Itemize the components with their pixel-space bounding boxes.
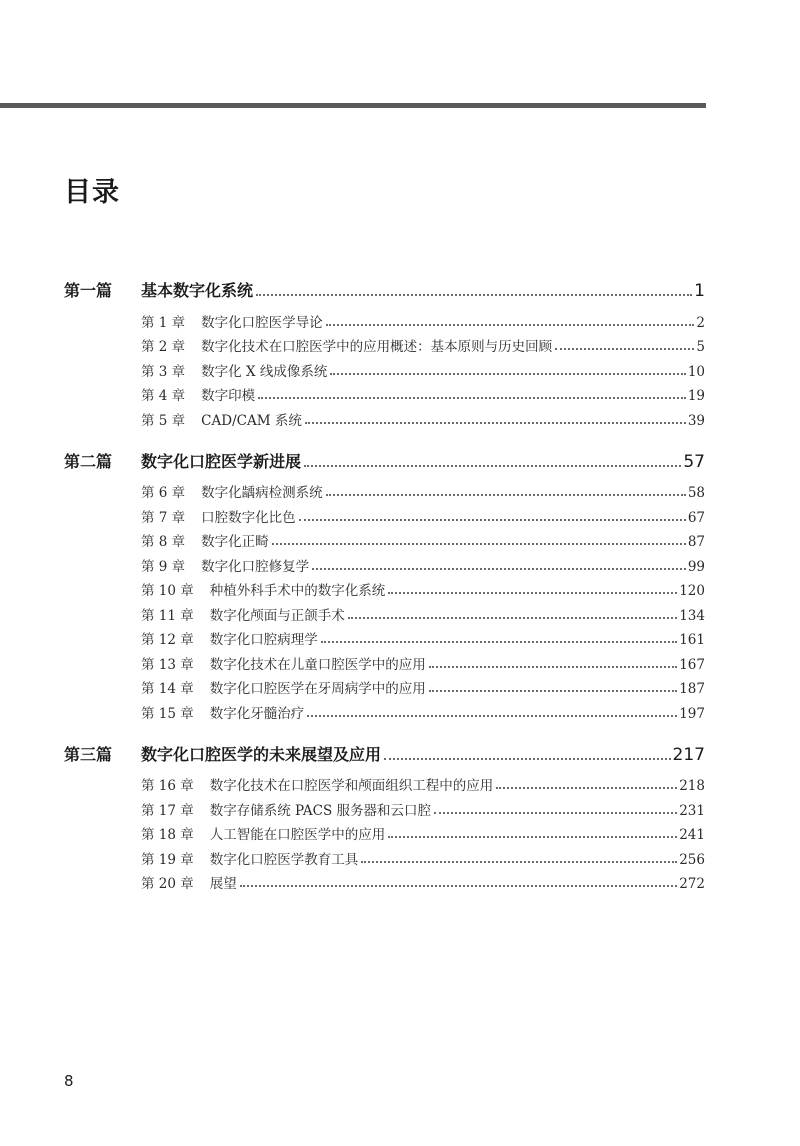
toc-part — [64, 741, 705, 893]
dot-leader — [429, 666, 677, 668]
chapter-title: 数字化口腔医学教育工具 — [209, 851, 359, 868]
chapter-title: 数字化技术在口腔医学中的应用概述：基本原则与历史回顾 — [201, 339, 553, 355]
chapter-page-number: 187 — [679, 681, 705, 697]
dot-leader — [304, 465, 681, 467]
dot-leader — [384, 758, 671, 760]
chapter-number: 第 8 章 — [141, 534, 186, 550]
dot-leader — [348, 617, 677, 619]
dot-leader — [434, 812, 677, 814]
header-rule — [0, 103, 706, 108]
dot-leader — [361, 861, 677, 863]
chapter-page-number: 256 — [679, 851, 705, 868]
toc-chapter-row[interactable] — [64, 819, 705, 844]
chapter-page-number: 272 — [679, 876, 705, 892]
chapter-page-number: 67 — [687, 509, 705, 526]
chapter-number: 第 7 章 — [141, 509, 186, 526]
chapter-title: 数字化 X 线成像系统 — [201, 363, 328, 380]
dot-leader — [299, 519, 686, 521]
chapter-number: 第 14 章 — [141, 681, 194, 697]
chapter-title: 数字化口腔医学导论 — [201, 314, 323, 331]
toc-chapter-row[interactable] — [64, 550, 705, 575]
chapter-number: 第 12 章 — [141, 632, 194, 648]
toc-chapter-row[interactable] — [64, 526, 705, 551]
chapter-title: 数字化口腔修复学 — [201, 558, 310, 575]
part-title: 数字化口腔医学新进展 — [141, 451, 302, 471]
chapter-title: 数字化口腔病理学 — [209, 632, 318, 648]
chapter-number: 第 16 章 — [141, 778, 194, 794]
chapter-page-number: 10 — [687, 363, 705, 380]
dot-leader — [240, 885, 677, 887]
part-label: 第一篇 — [64, 281, 113, 300]
toc-chapter-row[interactable] — [64, 794, 705, 819]
chapter-title: 数字印模 — [201, 388, 256, 404]
chapter-page-number: 241 — [679, 827, 705, 843]
dot-leader — [388, 592, 677, 594]
chapter-page-number: 167 — [679, 656, 705, 673]
chapter-number: 第 10 章 — [141, 583, 194, 599]
chapter-title: 数字化牙髓治疗 — [209, 705, 305, 722]
chapter-page-number: 161 — [679, 632, 705, 648]
toc-chapter-row[interactable] — [64, 501, 705, 526]
chapter-title: 种植外科手术中的数字化系统 — [209, 583, 386, 599]
chapter-title: 数字化正畸 — [201, 534, 269, 550]
toc-chapter-row[interactable] — [64, 673, 705, 698]
chapter-title: CAD/CAM 系统 — [201, 412, 302, 429]
part-page-number: 1 — [694, 281, 705, 301]
chapter-number: 第 19 章 — [141, 851, 194, 868]
chapter-number: 第 20 章 — [141, 876, 194, 892]
chapter-title: 数字化颅面与正颌手术 — [209, 607, 345, 624]
chapter-number: 第 15 章 — [141, 705, 194, 722]
toc-chapter-row[interactable] — [64, 843, 705, 868]
part-label: 第三篇 — [64, 744, 113, 764]
chapter-title: 数字化技术在口腔医学和颅面组织工程中的应用 — [209, 778, 494, 794]
part-page-number: 217 — [672, 744, 705, 765]
chapter-number: 第 5 章 — [141, 412, 186, 429]
toc-chapter-row[interactable] — [64, 331, 705, 356]
table-of-contents — [64, 277, 705, 911]
chapter-page-number: 120 — [679, 583, 705, 599]
dot-leader — [272, 543, 686, 545]
chapter-page-number: 87 — [687, 534, 705, 550]
chapter-number: 第 4 章 — [141, 388, 186, 404]
chapter-number: 第 2 章 — [141, 339, 186, 355]
toc-chapter-row[interactable] — [64, 306, 705, 331]
dot-leader — [330, 373, 685, 375]
dot-leader — [326, 494, 686, 496]
chapter-number: 第 13 章 — [141, 656, 194, 673]
toc-part-row[interactable] — [64, 741, 705, 765]
chapter-number: 第 11 章 — [141, 607, 194, 624]
chapter-page-number: 197 — [679, 705, 705, 722]
chapter-number: 第 3 章 — [141, 363, 186, 380]
dot-leader — [496, 787, 677, 789]
toc-chapter-row[interactable] — [64, 648, 705, 673]
chapter-page-number: 19 — [687, 388, 705, 404]
dot-leader — [258, 397, 686, 399]
part-page-number: 57 — [683, 451, 705, 472]
toc-chapter-row[interactable] — [64, 697, 705, 722]
part-title: 基本数字化系统 — [141, 281, 254, 300]
chapter-number: 第 1 章 — [141, 314, 186, 331]
toc-chapter-row[interactable] — [64, 380, 705, 405]
chapter-title: 数字化技术在儿童口腔医学中的应用 — [209, 656, 426, 673]
dot-leader — [312, 568, 686, 570]
chapter-page-number: 5 — [696, 339, 705, 355]
toc-chapter-row[interactable] — [64, 355, 705, 380]
chapter-page-number: 58 — [687, 485, 705, 501]
dot-leader — [305, 422, 686, 424]
chapter-title: 数字化龋病检测系统 — [201, 485, 323, 501]
toc-part — [64, 448, 705, 722]
dot-leader — [555, 348, 694, 350]
toc-chapter-row[interactable] — [64, 477, 705, 502]
part-label: 第二篇 — [64, 451, 113, 471]
toc-chapter-row[interactable] — [64, 770, 705, 795]
toc-chapter-row[interactable] — [64, 868, 705, 893]
dot-leader — [307, 715, 677, 717]
toc-chapter-row[interactable] — [64, 404, 705, 429]
chapter-title: 展望 — [209, 876, 237, 892]
dot-leader — [326, 324, 695, 326]
chapter-page-number: 231 — [679, 802, 705, 819]
toc-title: 目录 — [64, 177, 120, 208]
chapter-number: 第 6 章 — [141, 485, 186, 501]
chapter-page-number: 99 — [687, 558, 705, 575]
toc-part-row[interactable] — [64, 448, 705, 472]
toc-part — [64, 277, 705, 429]
toc-chapter-row[interactable] — [64, 599, 705, 624]
chapter-number: 第 17 章 — [141, 802, 194, 819]
part-title: 数字化口腔医学的未来展望及应用 — [141, 744, 382, 764]
toc-chapter-row[interactable] — [64, 575, 705, 600]
chapter-title: 数字化口腔医学在牙周病学中的应用 — [209, 681, 426, 697]
chapter-title: 口腔数字化比色 — [201, 509, 296, 526]
chapter-title: 数字存储系统 PACS 服务器和云口腔 — [209, 802, 432, 819]
chapter-page-number: 134 — [679, 607, 705, 624]
chapter-title: 人工智能在口腔医学中的应用 — [209, 827, 386, 843]
dot-leader — [256, 294, 692, 296]
page-number: 8 — [64, 1072, 74, 1090]
dot-leader — [429, 690, 677, 692]
toc-chapter-row[interactable] — [64, 624, 705, 649]
toc-part-row[interactable] — [64, 277, 705, 301]
dot-leader — [321, 641, 677, 643]
chapter-number: 第 9 章 — [141, 558, 186, 575]
dot-leader — [388, 836, 677, 838]
chapter-page-number: 39 — [687, 412, 705, 429]
chapter-page-number: 2 — [696, 314, 705, 331]
chapter-page-number: 218 — [679, 778, 705, 794]
chapter-number: 第 18 章 — [141, 827, 194, 843]
